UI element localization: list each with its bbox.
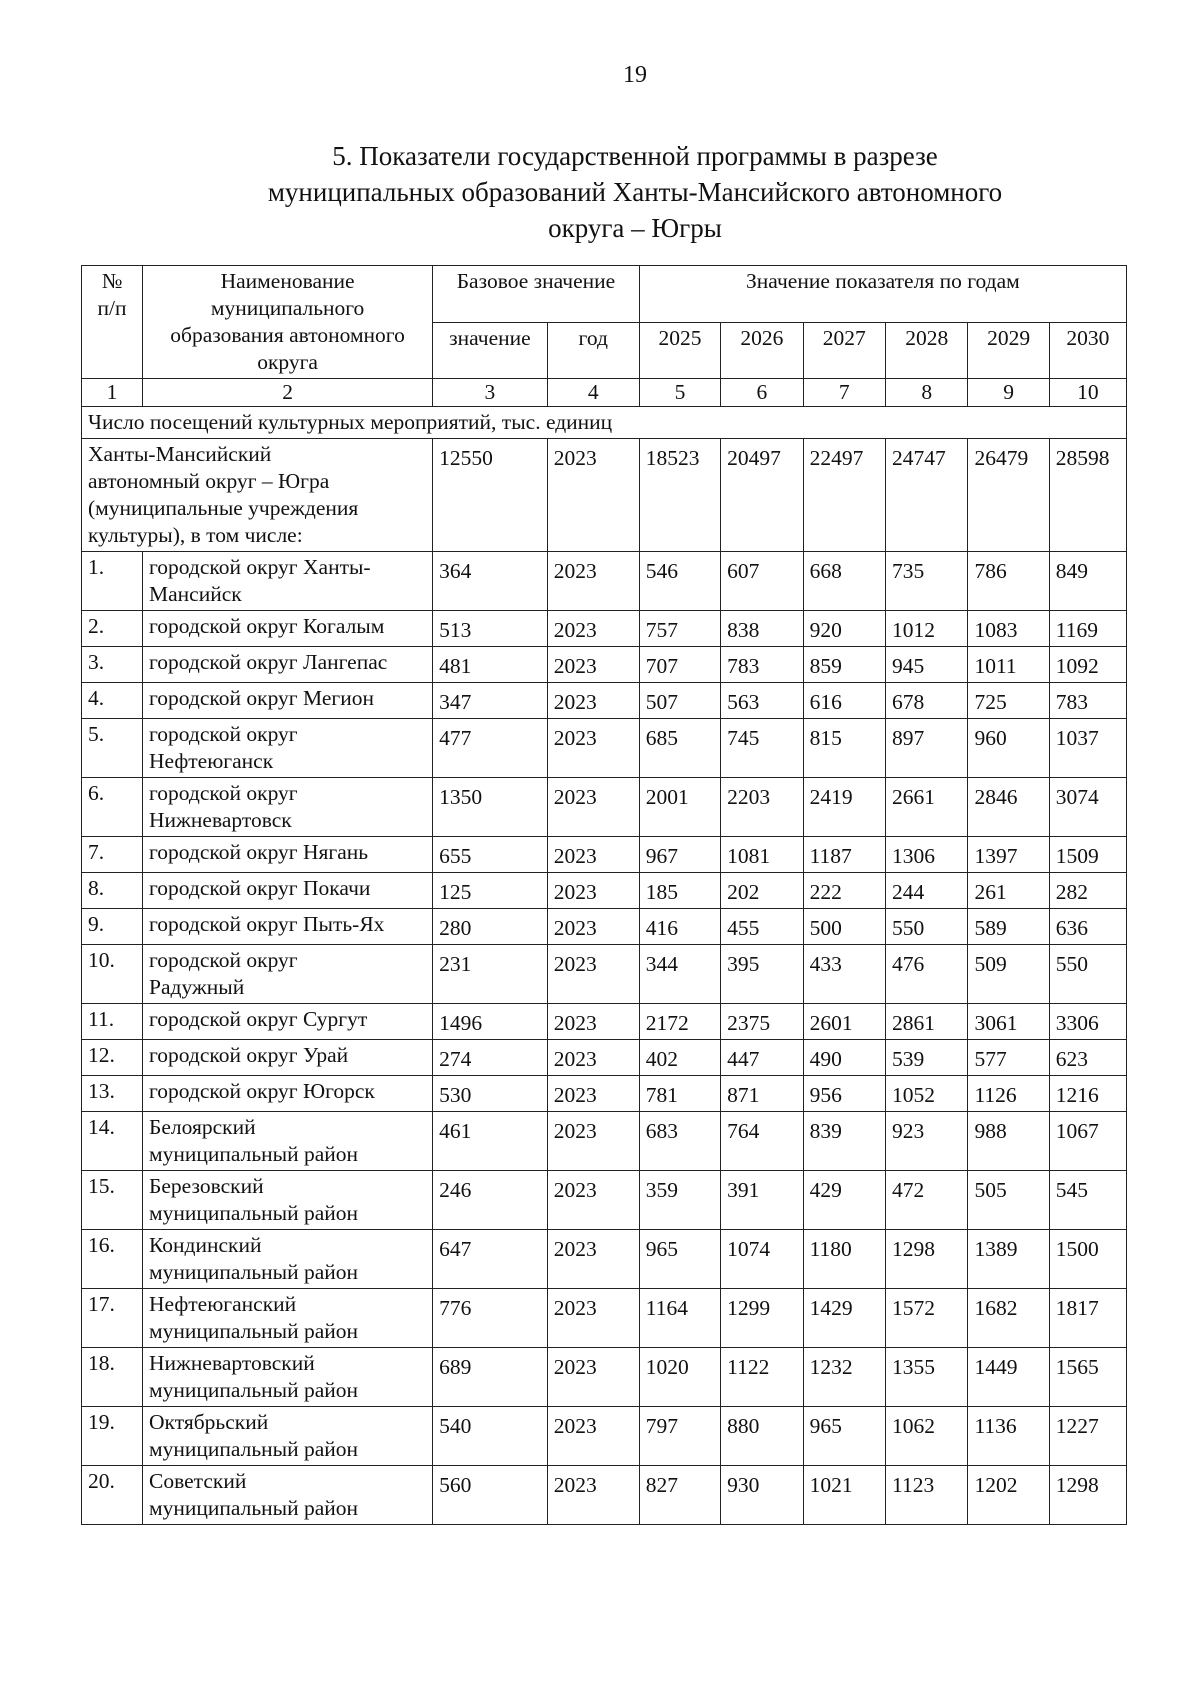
table-row — [82, 1466, 1127, 1525]
year-value: 797 — [639, 1407, 720, 1466]
municipality-name: Октябрьский муниципальный район — [143, 1407, 433, 1466]
base-year: 2023 — [547, 1040, 639, 1076]
year-value: 967 — [639, 837, 720, 873]
year-value: 685 — [639, 719, 720, 778]
row-number: 18. — [82, 1348, 143, 1407]
year-value: 455 — [721, 909, 803, 945]
header-value: значение — [433, 322, 548, 379]
year-value: 3074 — [1049, 778, 1126, 837]
year-value: 859 — [803, 647, 885, 683]
year-value: 185 — [639, 873, 720, 909]
column-number: 6 — [721, 379, 803, 407]
year-value: 1067 — [1049, 1112, 1126, 1171]
year-value: 550 — [886, 909, 968, 945]
base-value: 481 — [433, 647, 548, 683]
year-value: 261 — [968, 873, 1049, 909]
year-value: 545 — [1049, 1171, 1126, 1230]
year-value: 222 — [803, 873, 885, 909]
row-number: 12. — [82, 1040, 143, 1076]
base-year: 2023 — [547, 719, 639, 778]
header-year-2025: 2025 — [639, 322, 720, 379]
year-value: 2001 — [639, 778, 720, 837]
base-value: 530 — [433, 1076, 548, 1112]
year-value: 1299 — [721, 1289, 803, 1348]
municipality-name: городской округ Покачи — [143, 873, 433, 909]
year-value: 1397 — [968, 837, 1049, 873]
year-value: 1037 — [1049, 719, 1126, 778]
year-value: 1011 — [968, 647, 1049, 683]
year-value: 849 — [1049, 552, 1126, 611]
base-value: 689 — [433, 1348, 548, 1407]
base-year: 2023 — [547, 611, 639, 647]
title-line-2: муниципальных образований Ханты-Мансийского автономного — [267, 177, 1003, 207]
title-line-3: округа – Югры — [548, 213, 722, 243]
base-year: 2023 — [547, 1407, 639, 1466]
municipality-name: городской округ Сургут — [143, 1004, 433, 1040]
year-value: 707 — [639, 647, 720, 683]
row-number: 1. — [82, 552, 143, 611]
year-value: 1083 — [968, 611, 1049, 647]
year-value: 923 — [886, 1112, 968, 1171]
total-year-value: 22497 — [803, 439, 885, 552]
year-value: 429 — [803, 1171, 885, 1230]
year-value: 505 — [968, 1171, 1049, 1230]
column-number: 10 — [1049, 379, 1126, 407]
municipality-name: городской округ Мегион — [143, 683, 433, 719]
year-value: 1389 — [968, 1230, 1049, 1289]
municipality-name: городской округ Ханты- Мансийск — [143, 552, 433, 611]
year-value: 965 — [803, 1407, 885, 1466]
municipality-name: городской округ Урай — [143, 1040, 433, 1076]
year-value: 988 — [968, 1112, 1049, 1171]
base-year: 2023 — [547, 1004, 639, 1040]
municipality-name: городской округ Нягань — [143, 837, 433, 873]
base-value: 776 — [433, 1289, 548, 1348]
table-row — [82, 1112, 1127, 1171]
year-value: 1169 — [1049, 611, 1126, 647]
base-year: 2023 — [547, 873, 639, 909]
year-value: 1187 — [803, 837, 885, 873]
header-year-2029: 2029 — [968, 322, 1049, 379]
year-value: 920 — [803, 611, 885, 647]
base-value: 274 — [433, 1040, 548, 1076]
base-value: 647 — [433, 1230, 548, 1289]
base-year: 2023 — [547, 1112, 639, 1171]
column-number: 2 — [143, 379, 433, 407]
year-value: 476 — [886, 945, 968, 1004]
year-value: 433 — [803, 945, 885, 1004]
year-value: 1074 — [721, 1230, 803, 1289]
year-value: 1298 — [1049, 1466, 1126, 1525]
base-year: 2023 — [547, 1289, 639, 1348]
year-value: 1012 — [886, 611, 968, 647]
year-value: 1227 — [1049, 1407, 1126, 1466]
year-value: 960 — [968, 719, 1049, 778]
total-year-value: 24747 — [886, 439, 968, 552]
year-value: 1021 — [803, 1466, 885, 1525]
table-row — [82, 719, 1127, 778]
year-value: 1081 — [721, 837, 803, 873]
year-value: 3061 — [968, 1004, 1049, 1040]
year-value: 1449 — [968, 1348, 1049, 1407]
year-value: 930 — [721, 1466, 803, 1525]
year-value: 786 — [968, 552, 1049, 611]
base-value: 1496 — [433, 1004, 548, 1040]
table-row — [82, 778, 1127, 837]
year-value: 1509 — [1049, 837, 1126, 873]
base-year: 2023 — [547, 1466, 639, 1525]
year-value: 783 — [1049, 683, 1126, 719]
year-value: 3306 — [1049, 1004, 1126, 1040]
base-value: 1350 — [433, 778, 548, 837]
base-value: 477 — [433, 719, 548, 778]
year-value: 539 — [886, 1040, 968, 1076]
municipality-name: Березовский муниципальный район — [143, 1171, 433, 1230]
section-title: Число посещений культурных мероприятий, тыс. единиц — [82, 407, 1127, 439]
year-value: 359 — [639, 1171, 720, 1230]
year-value: 1126 — [968, 1076, 1049, 1112]
year-value: 838 — [721, 611, 803, 647]
row-number: 11. — [82, 1004, 143, 1040]
table-row — [82, 1004, 1127, 1040]
year-value: 965 — [639, 1230, 720, 1289]
row-number: 5. — [82, 719, 143, 778]
year-value: 447 — [721, 1040, 803, 1076]
year-value: 391 — [721, 1171, 803, 1230]
year-value: 1123 — [886, 1466, 968, 1525]
municipality-name: городской округ Пыть-Ях — [143, 909, 433, 945]
municipality-name: городской округ Когалым — [143, 611, 433, 647]
page-number: 19 — [623, 62, 647, 88]
indicators-table — [81, 265, 1127, 1525]
year-value: 945 — [886, 647, 968, 683]
year-value: 202 — [721, 873, 803, 909]
year-value: 2661 — [886, 778, 968, 837]
row-number: 3. — [82, 647, 143, 683]
year-value: 282 — [1049, 873, 1126, 909]
year-value: 344 — [639, 945, 720, 1004]
table-row — [82, 909, 1127, 945]
year-value: 2601 — [803, 1004, 885, 1040]
year-value: 783 — [721, 647, 803, 683]
year-value: 1817 — [1049, 1289, 1126, 1348]
base-year: 2023 — [547, 909, 639, 945]
base-value: 560 — [433, 1466, 548, 1525]
year-value: 745 — [721, 719, 803, 778]
base-value: 280 — [433, 909, 548, 945]
base-year: 2023 — [547, 1171, 639, 1230]
header-by-years: Значение показателя по годам — [639, 266, 1126, 323]
table-row — [82, 552, 1127, 611]
row-number: 8. — [82, 873, 143, 909]
year-value: 402 — [639, 1040, 720, 1076]
year-value: 827 — [639, 1466, 720, 1525]
table-row — [82, 945, 1127, 1004]
year-value: 1202 — [968, 1466, 1049, 1525]
base-value: 347 — [433, 683, 548, 719]
year-value: 880 — [721, 1407, 803, 1466]
table-row — [82, 611, 1127, 647]
year-value: 757 — [639, 611, 720, 647]
base-year: 2023 — [547, 1230, 639, 1289]
total-name: Ханты-Мансийский автономный округ – Югра (муниципальные учреждения культуры), в том числе: — [82, 439, 433, 552]
header-row-1 — [82, 266, 1127, 323]
year-value: 1306 — [886, 837, 968, 873]
row-number: 10. — [82, 945, 143, 1004]
year-value: 395 — [721, 945, 803, 1004]
header-num: № п/п — [82, 266, 143, 379]
year-value: 490 — [803, 1040, 885, 1076]
year-value: 1572 — [886, 1289, 968, 1348]
year-value: 1298 — [886, 1230, 968, 1289]
year-value: 764 — [721, 1112, 803, 1171]
header-year-2026: 2026 — [721, 322, 803, 379]
header-year: год — [547, 322, 639, 379]
base-value: 655 — [433, 837, 548, 873]
header-year-2030: 2030 — [1049, 322, 1126, 379]
row-number: 14. — [82, 1112, 143, 1171]
total-base-value: 12550 — [433, 439, 548, 552]
table-row — [82, 1040, 1127, 1076]
total-year-value: 18523 — [639, 439, 720, 552]
year-value: 1565 — [1049, 1348, 1126, 1407]
municipality-name: городской округ Югорск — [143, 1076, 433, 1112]
row-number: 13. — [82, 1076, 143, 1112]
base-value: 125 — [433, 873, 548, 909]
row-number: 6. — [82, 778, 143, 837]
column-number: 5 — [639, 379, 720, 407]
year-value: 1216 — [1049, 1076, 1126, 1112]
year-value: 1122 — [721, 1348, 803, 1407]
year-value: 2375 — [721, 1004, 803, 1040]
year-value: 1164 — [639, 1289, 720, 1348]
total-base-year: 2023 — [547, 439, 639, 552]
row-number: 19. — [82, 1407, 143, 1466]
table-row — [82, 1076, 1127, 1112]
row-number: 4. — [82, 683, 143, 719]
base-value: 461 — [433, 1112, 548, 1171]
column-number: 8 — [886, 379, 968, 407]
year-value: 416 — [639, 909, 720, 945]
year-value: 2172 — [639, 1004, 720, 1040]
year-value: 636 — [1049, 909, 1126, 945]
table-row — [82, 683, 1127, 719]
total-year-value: 20497 — [721, 439, 803, 552]
table-row — [82, 1348, 1127, 1407]
year-value: 956 — [803, 1076, 885, 1112]
base-value: 231 — [433, 945, 548, 1004]
year-value: 683 — [639, 1112, 720, 1171]
header-base: Базовое значение — [433, 266, 640, 323]
year-value: 815 — [803, 719, 885, 778]
year-value: 509 — [968, 945, 1049, 1004]
year-value: 2846 — [968, 778, 1049, 837]
row-number: 15. — [82, 1171, 143, 1230]
year-value: 1355 — [886, 1348, 968, 1407]
municipality-name: Нефтеюганский муниципальный район — [143, 1289, 433, 1348]
year-value: 1500 — [1049, 1230, 1126, 1289]
total-row — [82, 439, 1127, 552]
year-value: 550 — [1049, 945, 1126, 1004]
year-value: 668 — [803, 552, 885, 611]
municipality-name: городской округ Нижневартовск — [143, 778, 433, 837]
year-value: 244 — [886, 873, 968, 909]
year-value: 472 — [886, 1171, 968, 1230]
table-row — [82, 1407, 1127, 1466]
column-number: 9 — [968, 379, 1049, 407]
base-year: 2023 — [547, 778, 639, 837]
table-row — [82, 1171, 1127, 1230]
row-number: 2. — [82, 611, 143, 647]
total-year-value: 28598 — [1049, 439, 1126, 552]
year-value: 500 — [803, 909, 885, 945]
year-value: 1052 — [886, 1076, 968, 1112]
row-number: 9. — [82, 909, 143, 945]
base-value: 364 — [433, 552, 548, 611]
document-title — [220, 138, 1050, 246]
year-value: 1232 — [803, 1348, 885, 1407]
base-year: 2023 — [547, 1348, 639, 1407]
base-year: 2023 — [547, 647, 639, 683]
base-year: 2023 — [547, 683, 639, 719]
table-row — [82, 837, 1127, 873]
base-value: 513 — [433, 611, 548, 647]
table-row — [82, 1230, 1127, 1289]
base-year: 2023 — [547, 837, 639, 873]
column-number: 7 — [803, 379, 885, 407]
base-value: 246 — [433, 1171, 548, 1230]
year-value: 1062 — [886, 1407, 968, 1466]
section-title-row — [82, 407, 1127, 439]
base-year: 2023 — [547, 945, 639, 1004]
year-value: 2203 — [721, 778, 803, 837]
year-value: 1136 — [968, 1407, 1049, 1466]
year-value: 735 — [886, 552, 968, 611]
header-year-2027: 2027 — [803, 322, 885, 379]
base-year: 2023 — [547, 1076, 639, 1112]
municipality-name: городской округ Лангепас — [143, 647, 433, 683]
year-value: 725 — [968, 683, 1049, 719]
year-value: 1180 — [803, 1230, 885, 1289]
year-value: 563 — [721, 683, 803, 719]
municipality-name: городской округ Радужный — [143, 945, 433, 1004]
column-number: 1 — [82, 379, 143, 407]
row-number: 20. — [82, 1466, 143, 1525]
year-value: 781 — [639, 1076, 720, 1112]
year-value: 577 — [968, 1040, 1049, 1076]
year-value: 1682 — [968, 1289, 1049, 1348]
year-value: 607 — [721, 552, 803, 611]
year-value: 871 — [721, 1076, 803, 1112]
total-year-value: 26479 — [968, 439, 1049, 552]
year-value: 1092 — [1049, 647, 1126, 683]
year-value: 897 — [886, 719, 968, 778]
year-value: 1020 — [639, 1348, 720, 1407]
municipality-name: Кондинский муниципальный район — [143, 1230, 433, 1289]
base-value: 540 — [433, 1407, 548, 1466]
year-value: 546 — [639, 552, 720, 611]
row-number: 16. — [82, 1230, 143, 1289]
table-row — [82, 1289, 1127, 1348]
year-value: 1429 — [803, 1289, 885, 1348]
header-name: Наименование муниципального образования автономного округа — [143, 266, 433, 379]
year-value: 678 — [886, 683, 968, 719]
row-number: 7. — [82, 837, 143, 873]
table-row — [82, 647, 1127, 683]
row-number: 17. — [82, 1289, 143, 1348]
municipality-name: городской округ Нефтеюганск — [143, 719, 433, 778]
column-number: 4 — [547, 379, 639, 407]
municipality-name: Советский муниципальный район — [143, 1466, 433, 1525]
year-value: 839 — [803, 1112, 885, 1171]
header-year-2028: 2028 — [886, 322, 968, 379]
year-value: 623 — [1049, 1040, 1126, 1076]
table-row — [82, 873, 1127, 909]
year-value: 2861 — [886, 1004, 968, 1040]
municipality-name: Нижневартовский муниципальный район — [143, 1348, 433, 1407]
municipality-name: Белоярский муниципальный район — [143, 1112, 433, 1171]
year-value: 2419 — [803, 778, 885, 837]
year-value: 616 — [803, 683, 885, 719]
column-number: 3 — [433, 379, 548, 407]
year-value: 589 — [968, 909, 1049, 945]
column-numbers-row — [82, 379, 1127, 407]
year-value: 507 — [639, 683, 720, 719]
title-line-1: 5. Показатели государственной программы в разрезе — [332, 141, 938, 171]
base-year: 2023 — [547, 552, 639, 611]
